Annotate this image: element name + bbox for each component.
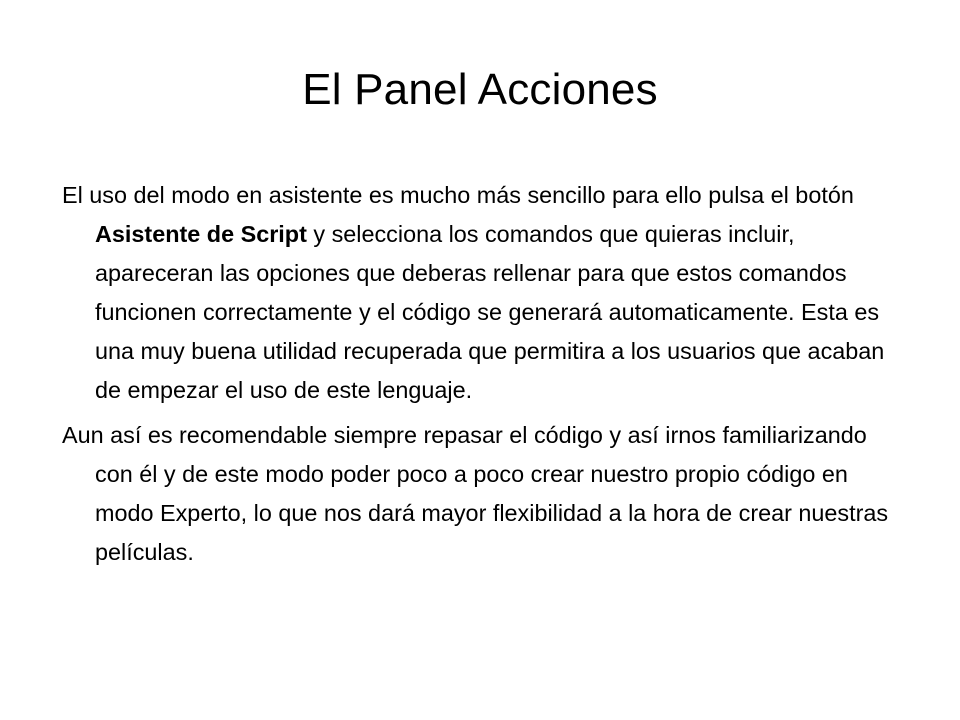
- paragraph-1: [62, 176, 898, 410]
- slide-title: El Panel Acciones: [302, 65, 658, 114]
- slide-body: [62, 176, 898, 578]
- paragraph-1-text-start: El uso del modo en asistente es mucho más sencillo para ello pulsa el botón: [62, 182, 854, 208]
- paragraph-1-bold-term: Asistente de Script: [95, 221, 307, 247]
- paragraph-2: Aun así es recomendable siempre repasar el código y así irnos familiarizando con él y de este modo poder poco a poco crear nuestro propio código en modo Experto, lo que nos dará mayor flexibilidad a la hora de crear nuestras películas.: [62, 422, 889, 565]
- paragraph-1-text-end: y selecciona los comandos que quieras incluir, apareceran las opciones que deberas rellenar para que estos comandos funcionen correctamente y el código se generará automaticamente. Esta es una muy buena utilidad recuperada que permitira a los usuarios que acaban de empezar el uso de este lenguaje.: [95, 221, 885, 403]
